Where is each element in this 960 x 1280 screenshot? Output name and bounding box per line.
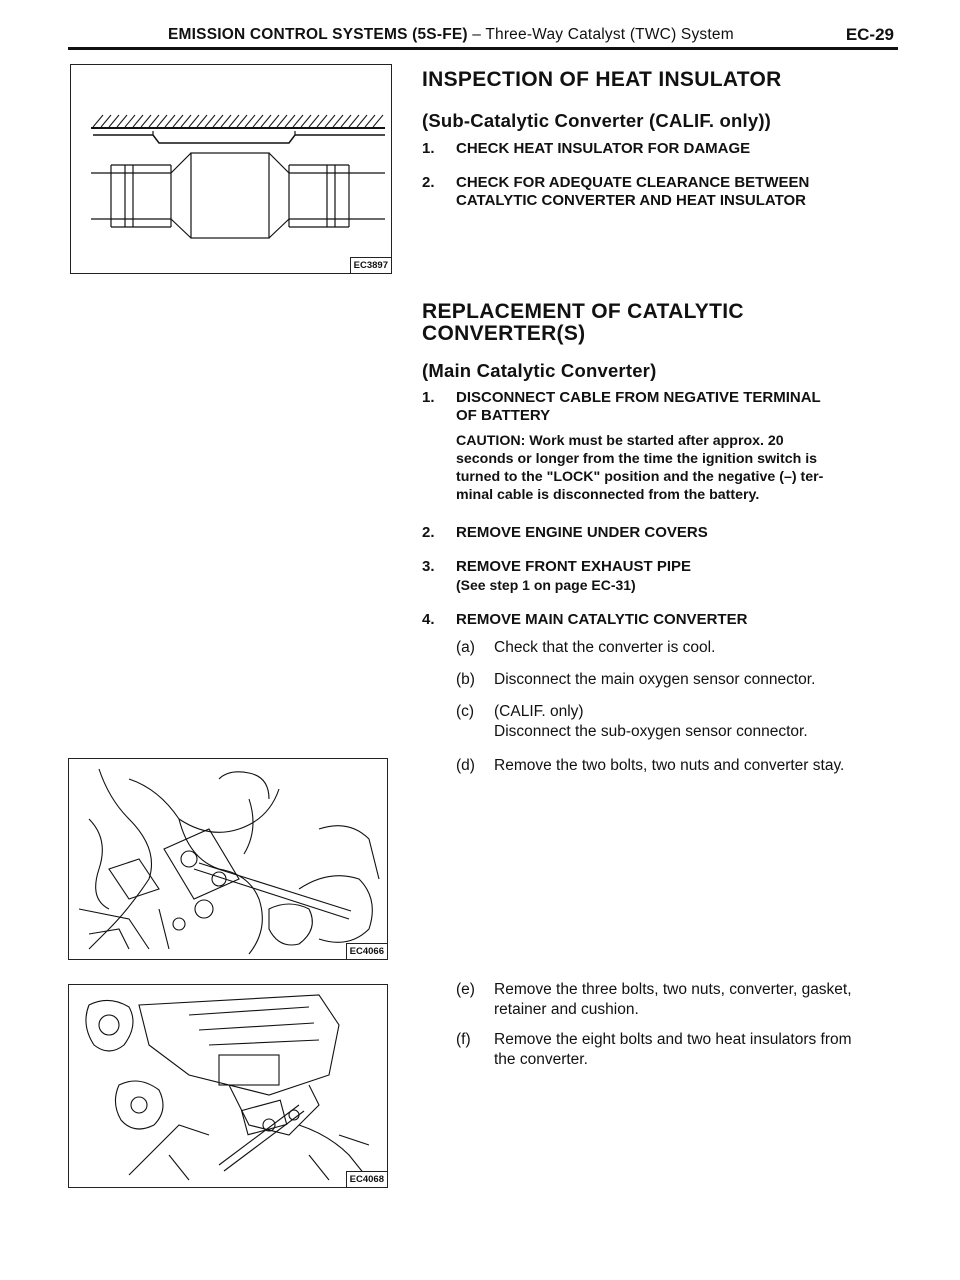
step-text: REMOVE ENGINE UNDER COVERS: [456, 524, 708, 541]
replacement-subtitle: (Main Catalytic Converter): [422, 360, 657, 381]
substep-f: [456, 1030, 916, 1070]
step-text-line1: REMOVE FRONT EXHAUST PIPE: [456, 558, 692, 575]
figure-converter-stay: [68, 758, 388, 960]
substep-label: (a): [456, 639, 475, 656]
substep-text-line2: Disconnect the sub-oxygen sensor connector.: [494, 723, 808, 740]
step-text-line2: CATALYTIC CONVERTER AND HEAT INSULATOR: [456, 192, 807, 209]
converter-removal-illustration: [69, 985, 387, 1187]
substep-text-line2: retainer and cushion.: [494, 1001, 639, 1018]
caution-line: seconds or longer from the time the ignition switch is: [456, 451, 818, 467]
inspection-subtitle: (Sub-Catalytic Converter (CALIF. only)): [422, 110, 772, 131]
caution-line: CAUTION: Work must be started after approx. 20: [456, 433, 784, 449]
converter-stay-illustration: [69, 759, 387, 959]
substep-text-line1: Remove the three bolts, two nuts, converter, gasket,: [494, 981, 852, 998]
step-number: 1.: [422, 389, 435, 406]
caution-line: turned to the "LOCK" position and the negative (–) ter-: [456, 469, 824, 485]
figure-code: EC4066: [346, 943, 387, 959]
substep-text-line1: (CALIF. only): [494, 703, 584, 720]
substep-label: (d): [456, 757, 475, 774]
step-number: 2.: [422, 524, 435, 541]
section-title: [168, 26, 734, 44]
section-title-bold: EMISSION CONTROL SYSTEMS (5S-FE): [168, 26, 468, 43]
step-text-line1: DISCONNECT CABLE FROM NEGATIVE TERMINAL: [456, 389, 821, 406]
hatching: [93, 115, 383, 127]
substep-c: [456, 702, 916, 742]
substep-label: (c): [456, 703, 475, 720]
replacement-title-line2: CONVERTER(S): [422, 322, 586, 345]
step-text: REMOVE MAIN CATALYTIC CONVERTER: [456, 611, 748, 628]
section-title-rest: – Three-Way Catalyst (TWC) System: [467, 26, 734, 43]
replacement-step-4: [422, 611, 902, 629]
substep-text: Check that the converter is cool.: [494, 639, 716, 656]
replacement-step-1: [422, 389, 902, 425]
figure-converter-removal: [68, 984, 388, 1188]
replacement-step-3: [422, 558, 902, 594]
inspection-step-1: [422, 140, 902, 158]
page-number: EC-29: [845, 25, 894, 44]
figure-heat-insulator: [70, 64, 392, 274]
replacement-step-2: [422, 524, 902, 542]
step-number: 4.: [422, 611, 435, 628]
step-text-line2: (See step 1 on page EC-31): [456, 577, 636, 593]
substep-b: [456, 670, 916, 690]
substep-text: Disconnect the main oxygen sensor connector.: [494, 671, 816, 688]
caution-note: [456, 432, 912, 504]
page-header: [68, 14, 898, 46]
figure-code: EC4068: [346, 1171, 387, 1187]
step-text-line2: OF BATTERY: [456, 407, 551, 424]
caution-line: minal cable is disconnected from the battery.: [456, 487, 760, 503]
substep-label: (e): [456, 981, 475, 998]
substep-d: [456, 756, 916, 776]
substep-text: Remove the two bolts, two nuts and converter stay.: [494, 757, 845, 774]
substep-a: [456, 638, 916, 658]
step-text-line1: CHECK FOR ADEQUATE CLEARANCE BETWEEN: [456, 174, 810, 191]
inspection-title: INSPECTION OF HEAT INSULATOR: [422, 68, 782, 91]
substep-e: [456, 980, 916, 1020]
step-number: 1.: [422, 140, 435, 157]
substep-label: (f): [456, 1031, 471, 1048]
step-number: 2.: [422, 174, 435, 191]
inspection-step-2: [422, 174, 902, 210]
substep-text-line1: Remove the eight bolts and two heat insulators from: [494, 1031, 852, 1048]
replacement-title-line1: REPLACEMENT OF CATALYTIC: [422, 300, 744, 323]
heat-insulator-illustration: [71, 65, 391, 273]
step-text: CHECK HEAT INSULATOR FOR DAMAGE: [456, 140, 751, 157]
substep-label: (b): [456, 671, 475, 688]
figure-code: EC3897: [350, 257, 391, 273]
substep-text-line2: the converter.: [494, 1051, 588, 1068]
step-number: 3.: [422, 558, 435, 575]
header-rule: [68, 47, 898, 50]
